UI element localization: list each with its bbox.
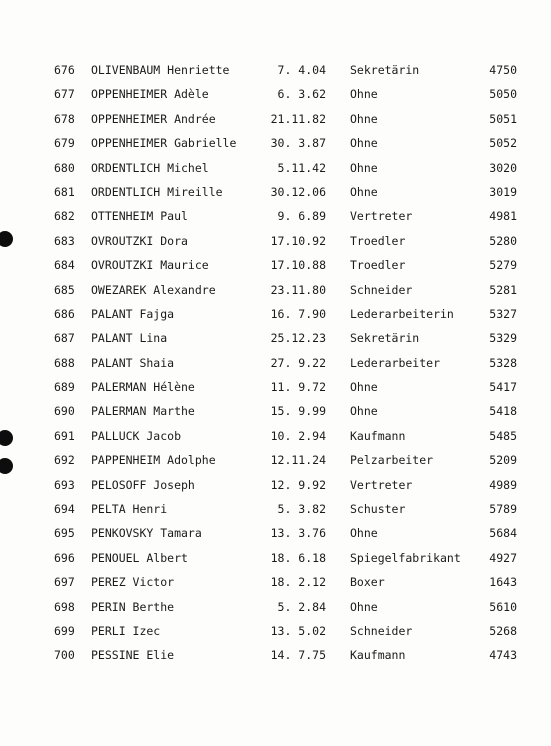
entry-code: 3020 bbox=[489, 160, 517, 175]
entry-occupation: Lederarbeiterin bbox=[350, 306, 454, 321]
list-row bbox=[0, 302, 551, 326]
entry-birthdate: 23.11.80 bbox=[270, 282, 326, 297]
entry-number: 697 bbox=[54, 575, 75, 590]
entry-code: 5327 bbox=[489, 306, 517, 321]
list-row bbox=[0, 326, 551, 350]
entry-birthdate: 7. 4.04 bbox=[277, 63, 326, 77]
entry-occupation: Ohne bbox=[350, 87, 378, 102]
entry-birthdate: 16. 7.90 bbox=[270, 306, 326, 321]
entry-code: 4989 bbox=[489, 477, 517, 492]
list-row bbox=[0, 107, 551, 131]
entry-number: 690 bbox=[54, 404, 75, 419]
entry-number: 677 bbox=[54, 87, 75, 102]
entry-occupation: Ohne bbox=[350, 111, 378, 126]
entry-code: 4750 bbox=[489, 63, 517, 77]
entry-occupation: Ohne bbox=[350, 599, 378, 614]
entry-birthdate: 10. 2.94 bbox=[270, 428, 326, 443]
entry-occupation: Schneider bbox=[350, 282, 413, 297]
entry-number: 691 bbox=[54, 428, 75, 443]
entry-number: 700 bbox=[54, 648, 75, 663]
entry-birthdate: 25.12.23 bbox=[270, 331, 326, 346]
entry-code: 5281 bbox=[489, 282, 517, 297]
entry-name: PENKOVSKY Tamara bbox=[91, 526, 202, 541]
entry-code: 5209 bbox=[489, 453, 517, 468]
entry-number: 693 bbox=[54, 477, 75, 492]
entry-occupation: Schuster bbox=[350, 502, 406, 517]
entry-occupation: Kaufmann bbox=[350, 648, 406, 663]
entry-name: OWEZAREK Alexandre bbox=[91, 282, 216, 297]
entry-occupation: Sekretärin bbox=[350, 63, 420, 77]
list-row bbox=[0, 424, 551, 448]
entry-occupation: Kaufmann bbox=[350, 428, 406, 443]
list-row bbox=[0, 229, 551, 253]
list-row bbox=[0, 399, 551, 423]
list-row bbox=[0, 131, 551, 155]
entry-code: 5610 bbox=[489, 599, 517, 614]
entry-birthdate: 30. 3.87 bbox=[270, 136, 326, 151]
entry-code: 5050 bbox=[489, 87, 517, 102]
entry-occupation: Boxer bbox=[350, 575, 385, 590]
entry-occupation: Sekretärin bbox=[350, 331, 420, 346]
entry-name: PAPPENHEIM Adolphe bbox=[91, 453, 216, 468]
entry-birthdate: 12. 9.92 bbox=[270, 477, 326, 492]
entry-birthdate: 9. 6.89 bbox=[277, 209, 326, 224]
entry-occupation: Pelzarbeiter bbox=[350, 453, 434, 468]
entry-code: 5052 bbox=[489, 136, 517, 151]
entry-name: PALANT Lina bbox=[91, 331, 168, 346]
list-row bbox=[0, 58, 551, 82]
list-row bbox=[0, 278, 551, 302]
entry-birthdate: 14. 7.75 bbox=[270, 648, 326, 663]
list-row bbox=[0, 448, 551, 472]
entry-number: 698 bbox=[54, 599, 75, 614]
entry-name: OVROUTZKI Dora bbox=[91, 233, 188, 248]
entry-name: ORDENTLICH Michel bbox=[91, 160, 209, 175]
entry-birthdate: 5. 2.84 bbox=[277, 599, 326, 614]
entry-name: PERLI Izec bbox=[91, 623, 161, 638]
entry-name: PERIN Berthe bbox=[91, 599, 175, 614]
entry-number: 694 bbox=[54, 502, 75, 517]
entry-birthdate: 18. 6.18 bbox=[270, 550, 326, 565]
list-row bbox=[0, 156, 551, 180]
entry-name: OLIVENBAUM Henriette bbox=[91, 63, 230, 77]
entry-name: PEREZ Victor bbox=[91, 575, 175, 590]
entry-number: 699 bbox=[54, 623, 75, 638]
entry-birthdate: 15. 9.99 bbox=[270, 404, 326, 419]
entry-occupation: Ohne bbox=[350, 380, 378, 395]
entry-code: 5329 bbox=[489, 331, 517, 346]
entry-name: PELOSOFF Joseph bbox=[91, 477, 195, 492]
entry-name: PALERMAN Marthe bbox=[91, 404, 195, 419]
entry-occupation: Ohne bbox=[350, 136, 378, 151]
entry-birthdate: 5. 3.82 bbox=[277, 502, 326, 517]
entry-code: 4743 bbox=[489, 648, 517, 663]
entry-birthdate: 17.10.88 bbox=[270, 258, 326, 273]
entry-code: 5279 bbox=[489, 258, 517, 273]
entry-code: 5684 bbox=[489, 526, 517, 541]
entry-name: PALERMAN Hélène bbox=[91, 380, 195, 395]
entry-name: OTTENHEIM Paul bbox=[91, 209, 188, 224]
entry-occupation: Spiegelfabrikant bbox=[350, 550, 461, 565]
entry-number: 689 bbox=[54, 380, 75, 395]
entry-name: PALLUCK Jacob bbox=[91, 428, 182, 443]
entry-number: 692 bbox=[54, 453, 75, 468]
entry-name: PESSINE Elie bbox=[91, 648, 175, 663]
entry-number: 686 bbox=[54, 306, 75, 321]
entry-occupation: Vertreter bbox=[350, 477, 413, 492]
entry-occupation: Troedler bbox=[350, 258, 406, 273]
list-row bbox=[0, 253, 551, 277]
entry-birthdate: 6. 3.62 bbox=[277, 87, 326, 102]
entry-code: 5417 bbox=[489, 380, 517, 395]
entry-birthdate: 21.11.82 bbox=[270, 111, 326, 126]
entry-birthdate: 27. 9.22 bbox=[270, 355, 326, 370]
list-row bbox=[0, 546, 551, 570]
list-row bbox=[0, 570, 551, 594]
entry-birthdate: 11. 9.72 bbox=[270, 380, 326, 395]
entry-birthdate: 12.11.24 bbox=[270, 453, 326, 468]
entry-birthdate: 17.10.92 bbox=[270, 233, 326, 248]
entry-name: OPPENHEIMER Andrée bbox=[91, 111, 216, 126]
list-row bbox=[0, 180, 551, 204]
entry-number: 679 bbox=[54, 136, 75, 151]
list-row bbox=[0, 619, 551, 643]
entry-number: 688 bbox=[54, 355, 75, 370]
entry-occupation: Lederarbeiter bbox=[350, 355, 441, 370]
entry-number: 685 bbox=[54, 282, 75, 297]
entry-number: 684 bbox=[54, 258, 75, 273]
entry-name: PENOUEL Albert bbox=[91, 550, 188, 565]
entry-name: OPPENHEIMER Adèle bbox=[91, 87, 209, 102]
entry-code: 1643 bbox=[489, 575, 517, 590]
entry-birthdate: 5.11.42 bbox=[277, 160, 326, 175]
entry-occupation: Ohne bbox=[350, 160, 378, 175]
entry-occupation: Ohne bbox=[350, 526, 378, 541]
entry-list bbox=[0, 58, 551, 668]
entry-code: 3019 bbox=[489, 184, 517, 199]
entry-birthdate: 13. 3.76 bbox=[270, 526, 326, 541]
entry-number: 696 bbox=[54, 550, 75, 565]
entry-name: PALANT Shaia bbox=[91, 355, 175, 370]
entry-birthdate: 30.12.06 bbox=[270, 184, 326, 199]
list-row bbox=[0, 82, 551, 106]
entry-name: PALANT Fajga bbox=[91, 306, 175, 321]
entry-name: OVROUTZKI Maurice bbox=[91, 258, 209, 273]
list-row bbox=[0, 351, 551, 375]
entry-occupation: Ohne bbox=[350, 184, 378, 199]
list-row bbox=[0, 497, 551, 521]
entry-number: 681 bbox=[54, 184, 75, 199]
entry-code: 4927 bbox=[489, 550, 517, 565]
entry-code: 5328 bbox=[489, 355, 517, 370]
entry-code: 5789 bbox=[489, 502, 517, 517]
entry-number: 678 bbox=[54, 111, 75, 126]
entry-number: 695 bbox=[54, 526, 75, 541]
entry-occupation: Ohne bbox=[350, 404, 378, 419]
entry-occupation: Troedler bbox=[350, 233, 406, 248]
entry-code: 5280 bbox=[489, 233, 517, 248]
list-row bbox=[0, 521, 551, 545]
list-row bbox=[0, 473, 551, 497]
entry-code: 5485 bbox=[489, 428, 517, 443]
entry-occupation: Vertreter bbox=[350, 209, 413, 224]
entry-occupation: Schneider bbox=[350, 623, 413, 638]
entry-name: PELTA Henri bbox=[91, 502, 168, 517]
entry-code: 5418 bbox=[489, 404, 517, 419]
entry-number: 683 bbox=[54, 233, 75, 248]
list-row bbox=[0, 204, 551, 228]
entry-number: 680 bbox=[54, 160, 75, 175]
entry-birthdate: 18. 2.12 bbox=[270, 575, 326, 590]
entry-name: OPPENHEIMER Gabrielle bbox=[91, 136, 237, 151]
list-row bbox=[0, 595, 551, 619]
entry-number: 682 bbox=[54, 209, 75, 224]
list-row bbox=[0, 375, 551, 399]
entry-code: 4981 bbox=[489, 209, 517, 224]
list-row bbox=[0, 643, 551, 667]
entry-number: 687 bbox=[54, 331, 75, 346]
entry-name: ORDENTLICH Mireille bbox=[91, 184, 223, 199]
entry-code: 5268 bbox=[489, 623, 517, 638]
entry-code: 5051 bbox=[489, 111, 517, 126]
entry-birthdate: 13. 5.02 bbox=[270, 623, 326, 638]
entry-number: 676 bbox=[54, 63, 75, 77]
